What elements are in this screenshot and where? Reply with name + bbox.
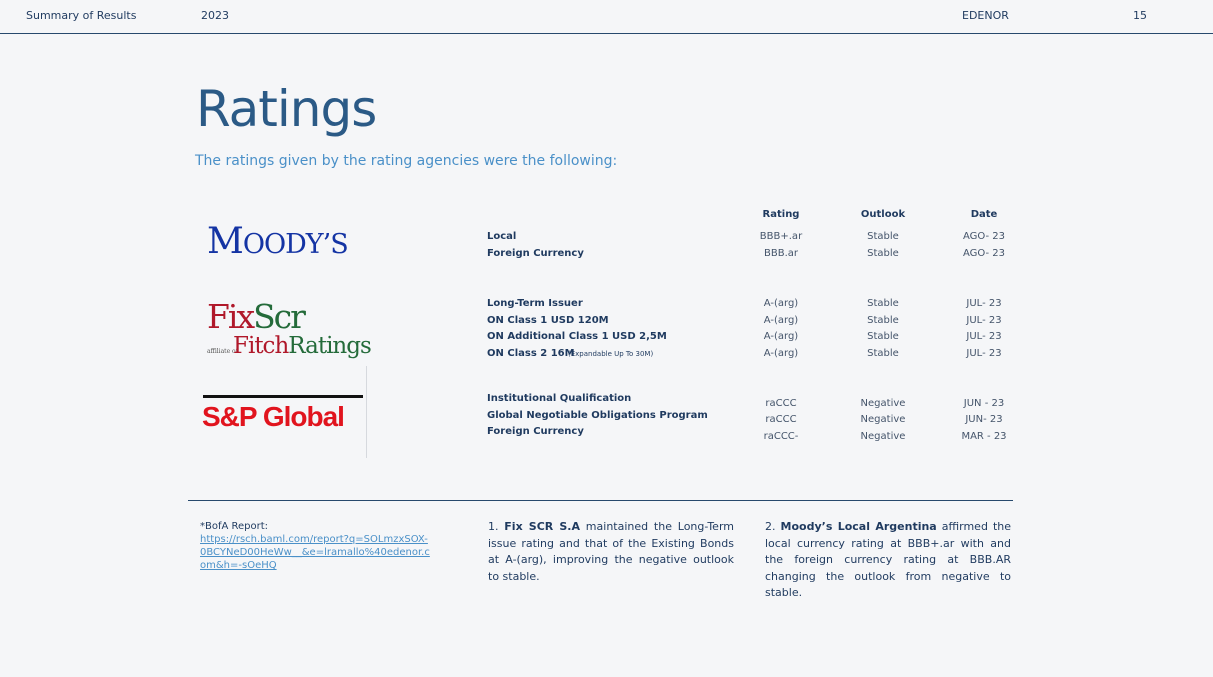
table-row (0, 231, 1213, 247)
cell-date: AGO- 23 (962, 231, 1006, 242)
cell-date: JUL- 23 (966, 315, 1002, 326)
cell-rating: raCCC- (763, 431, 799, 442)
cell-date: JUL- 23 (966, 348, 1002, 359)
footnote (200, 520, 430, 572)
cell-outlook: Stable (867, 315, 899, 326)
cell-outlook: Stable (867, 348, 899, 359)
cell-rating: BBB+.ar (759, 231, 803, 242)
fixscr-logo-fix: Fix (207, 297, 254, 336)
note-number: 1. (488, 520, 499, 533)
row-label: Foreign Currency (487, 248, 584, 259)
cell-date: JUN- 23 (965, 414, 1003, 425)
row-label: Local (487, 231, 517, 242)
section-label: Summary of Results (26, 9, 137, 22)
note-number: 2. (765, 520, 776, 533)
cell-outlook: Stable (867, 331, 899, 342)
fixscr-logo-scr: Scr (253, 297, 304, 336)
column-header-date: Date (970, 209, 998, 220)
row-label: Long-Term Issuer (487, 298, 583, 309)
note-text: affirmed the local currency rating at BBB+.ar with and the foreign currency rating at BBB.AR changing the outlook from negative to stable. (765, 520, 1011, 599)
cell-rating: raCCC (765, 414, 797, 425)
row-label: Global Negotiable Obligations Program (487, 410, 708, 421)
year-label: 2023 (201, 9, 229, 22)
cell-outlook: Negative (860, 414, 906, 425)
cell-rating: raCCC (765, 398, 797, 409)
table-row (0, 248, 1213, 264)
note-agency: Fix SCR S.A (504, 520, 581, 533)
section-divider (188, 500, 1013, 501)
cell-rating: A-(arg) (763, 315, 799, 326)
bofa-report-link[interactable]: https://rsch.baml.com/report?q=SOLmzxSOX-0BCYNeD00HeWw__&e=lramallo%40edenor.com&h=-sOeHQ (200, 534, 430, 571)
note-agency: Moody’s Local Argentina (780, 520, 937, 533)
cell-outlook: Negative (860, 398, 906, 409)
page-number: 15 (1133, 9, 1147, 22)
cell-date: JUN - 23 (963, 398, 1005, 409)
table-row (0, 431, 1213, 447)
note-fixscr (488, 519, 734, 585)
moodys-logo-rest: OODY’S (242, 229, 348, 260)
cell-rating: A-(arg) (763, 298, 799, 309)
row-label: Institutional Qualification (487, 393, 632, 404)
cell-date: JUL- 23 (966, 298, 1002, 309)
cell-outlook: Stable (867, 298, 899, 309)
company-label: EDENOR (962, 9, 1009, 22)
sp-global-logo-text: S&P Global (202, 401, 344, 432)
table-row (0, 315, 1213, 331)
row-label-note: (Expandable Up To 30M) (568, 350, 654, 358)
note-moodys (765, 519, 1011, 602)
cell-date: MAR - 23 (961, 431, 1007, 442)
row-label: ON Class 2 16M (487, 348, 575, 359)
page-title: Ratings (196, 80, 377, 138)
footnote-label: *BofA Report: (200, 521, 269, 532)
row-label: Foreign Currency (487, 426, 584, 437)
cell-rating: BBB.ar (764, 248, 798, 259)
cell-outlook: Negative (860, 431, 906, 442)
table-row (0, 331, 1213, 347)
row-label: ON Additional Class 1 USD 2,5M (487, 331, 667, 342)
cell-outlook: Stable (867, 248, 899, 259)
column-header-outlook: Outlook (860, 209, 906, 220)
table-row (0, 348, 1213, 364)
cell-date: AGO- 23 (962, 248, 1006, 259)
cell-date: JUL- 23 (966, 331, 1002, 342)
row-label: ON Class 1 USD 120M (487, 315, 609, 326)
cell-outlook: Stable (867, 231, 899, 242)
moodys-logo-initial: M (207, 221, 243, 262)
cell-rating: A-(arg) (763, 348, 799, 359)
top-bar (0, 0, 1213, 34)
column-header-rating: Rating (762, 209, 800, 220)
cell-rating: A-(arg) (763, 331, 799, 342)
fixscr-logo-fitch: Fitch (233, 333, 289, 359)
table-row (0, 298, 1213, 314)
fixscr-logo-affiliate: affiliate of (207, 348, 238, 355)
page-subtitle: The ratings given by the rating agencies were the following: (195, 153, 618, 169)
fixscr-logo-ratings: Ratings (288, 333, 371, 359)
note-text: maintained the Long-Term issue rating and that of the Existing Bonds at A-(arg), improving the negative outlook to stable. (488, 520, 734, 583)
